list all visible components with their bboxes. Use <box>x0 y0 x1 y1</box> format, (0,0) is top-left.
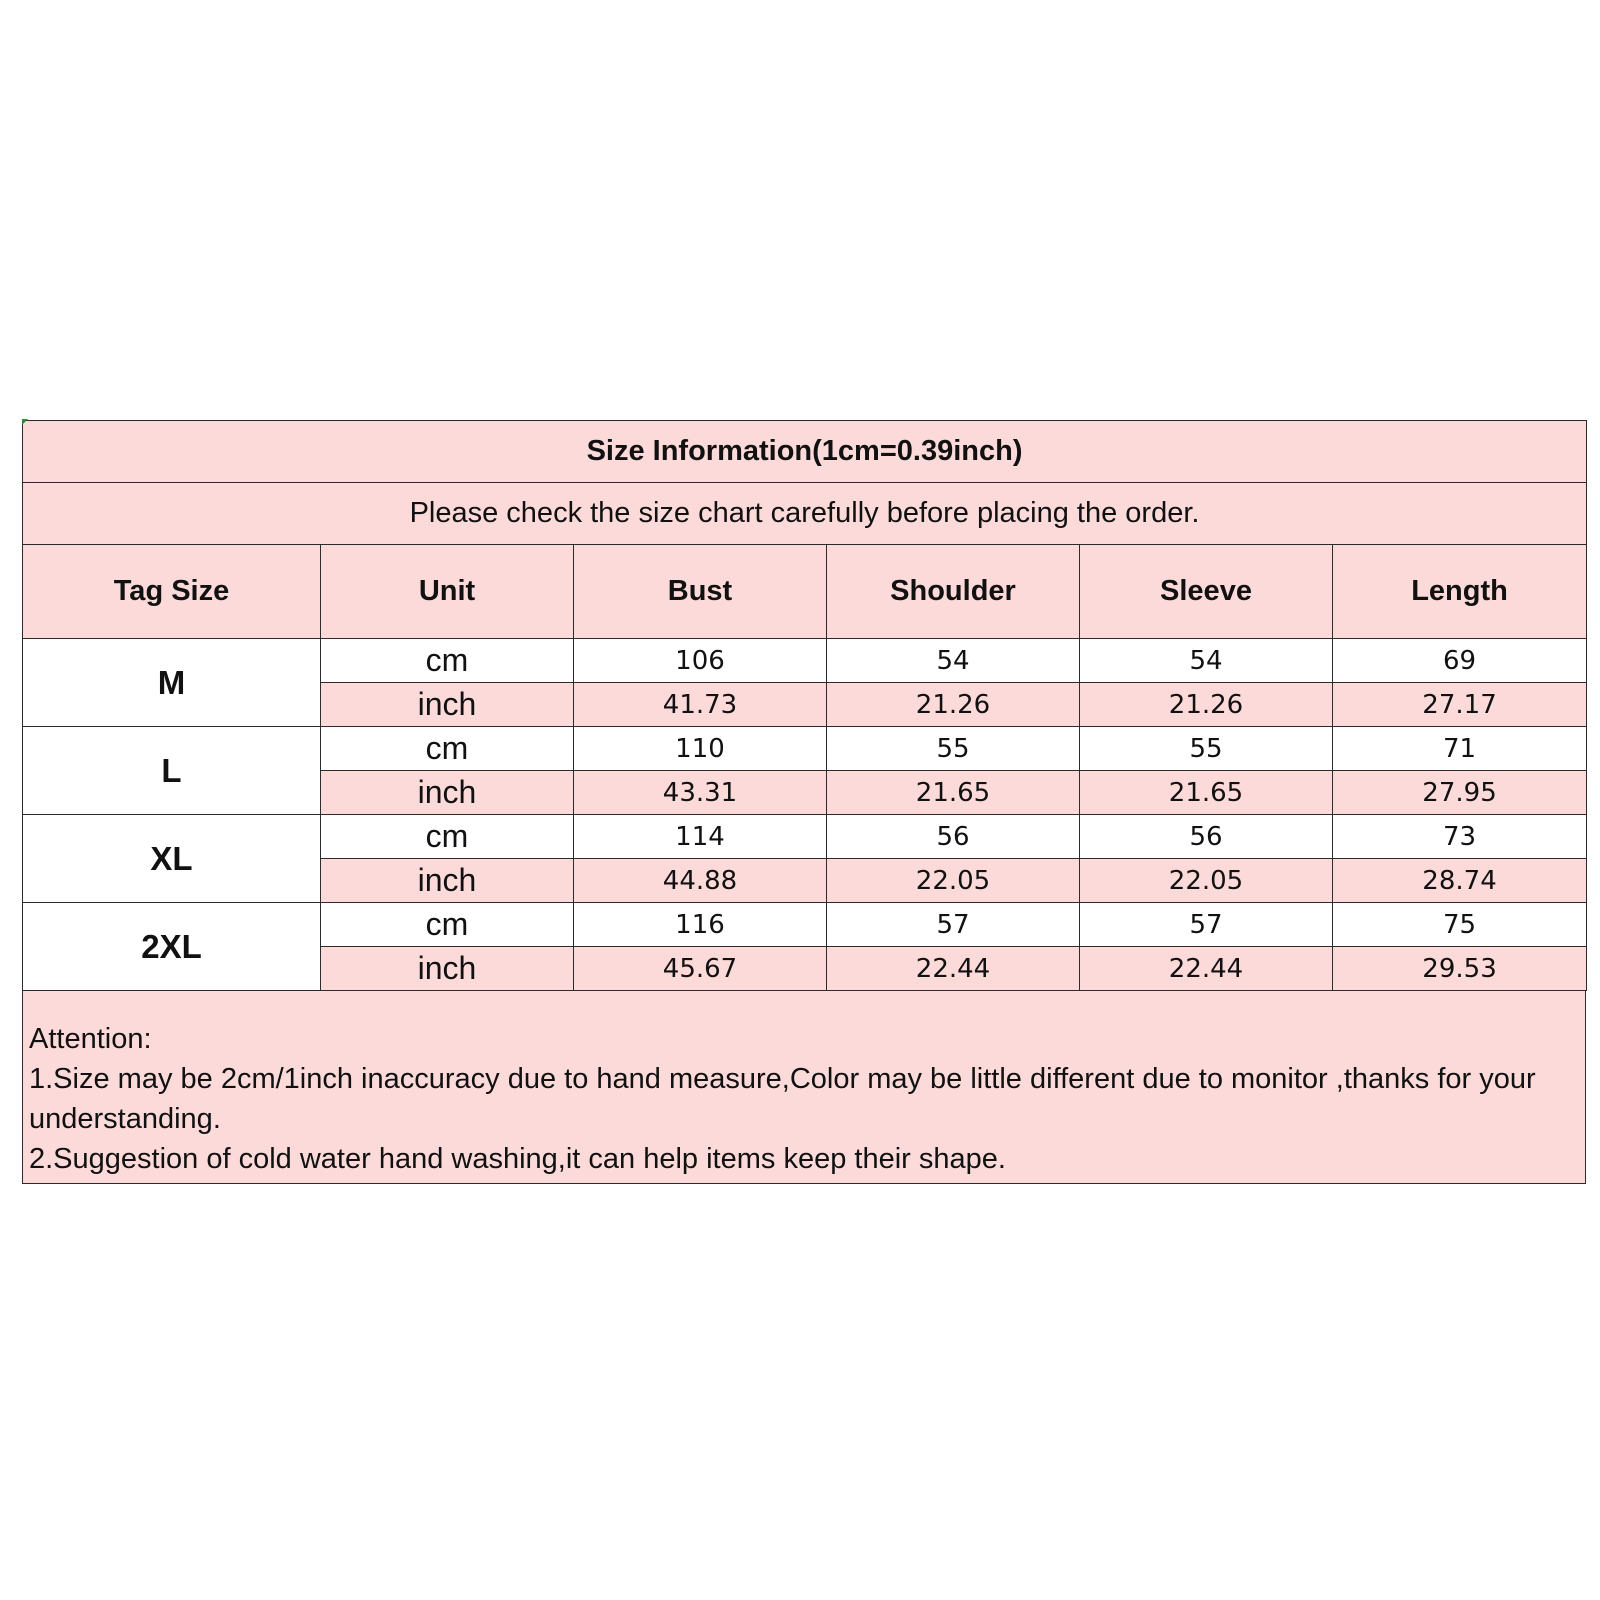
table-row <box>23 727 1587 771</box>
header-length: Length <box>1333 545 1587 639</box>
bust-cell: 114 <box>574 815 827 859</box>
corner-marker <box>22 419 28 425</box>
length-cell: 73 <box>1333 815 1587 859</box>
shoulder-cell: 54 <box>827 639 1080 683</box>
length-cell: 75 <box>1333 903 1587 947</box>
table-row <box>23 815 1587 859</box>
bust-cell: 45.67 <box>574 947 827 991</box>
length-cell: 28.74 <box>1333 859 1587 903</box>
sleeve-cell: 21.65 <box>1080 771 1333 815</box>
header-tag-size: Tag Size <box>23 545 321 639</box>
length-cell: 27.95 <box>1333 771 1587 815</box>
tag-size-cell: L <box>23 727 321 815</box>
attention-heading: Attention: <box>29 1023 152 1055</box>
bust-cell: 41.73 <box>574 683 827 727</box>
header-unit: Unit <box>321 545 574 639</box>
shoulder-cell: 21.26 <box>827 683 1080 727</box>
length-cell: 27.17 <box>1333 683 1587 727</box>
length-cell: 69 <box>1333 639 1587 683</box>
table-row <box>23 903 1587 947</box>
bust-cell: 106 <box>574 639 827 683</box>
table-row <box>23 639 1587 683</box>
unit-cell: inch <box>321 683 574 727</box>
shoulder-cell: 22.05 <box>827 859 1080 903</box>
chart-subtitle: Please check the size chart carefully before placing the order. <box>23 483 1587 545</box>
shoulder-cell: 55 <box>827 727 1080 771</box>
length-cell: 29.53 <box>1333 947 1587 991</box>
shoulder-cell: 56 <box>827 815 1080 859</box>
header-bust: Bust <box>574 545 827 639</box>
length-cell: 71 <box>1333 727 1587 771</box>
header-sleeve: Sleeve <box>1080 545 1333 639</box>
sleeve-cell: 56 <box>1080 815 1333 859</box>
tag-size-cell: 2XL <box>23 903 321 991</box>
unit-cell: inch <box>321 859 574 903</box>
sleeve-cell: 57 <box>1080 903 1333 947</box>
sleeve-cell: 22.44 <box>1080 947 1333 991</box>
bust-cell: 44.88 <box>574 859 827 903</box>
unit-cell: cm <box>321 727 574 771</box>
sleeve-cell: 55 <box>1080 727 1333 771</box>
shoulder-cell: 57 <box>827 903 1080 947</box>
unit-cell: inch <box>321 771 574 815</box>
chart-title: Size Information(1cm=0.39inch) <box>23 421 1587 483</box>
unit-cell: cm <box>321 903 574 947</box>
sleeve-cell: 54 <box>1080 639 1333 683</box>
sleeve-cell: 21.26 <box>1080 683 1333 727</box>
bust-cell: 43.31 <box>574 771 827 815</box>
tag-size-cell: M <box>23 639 321 727</box>
sleeve-cell: 22.05 <box>1080 859 1333 903</box>
title-row <box>23 421 1587 483</box>
shoulder-cell: 21.65 <box>827 771 1080 815</box>
size-chart <box>22 420 1586 1184</box>
attention-line: 1.Size may be 2cm/1inch inaccuracy due to hand measure,Color may be little different due to monitor ,thanks for your understanding. <box>29 1063 1536 1135</box>
unit-cell: inch <box>321 947 574 991</box>
unit-cell: cm <box>321 639 574 683</box>
subtitle-row <box>23 483 1587 545</box>
shoulder-cell: 22.44 <box>827 947 1080 991</box>
header-row <box>23 545 1587 639</box>
unit-cell: cm <box>321 815 574 859</box>
attention-line: 2.Suggestion of cold water hand washing,it can help items keep their shape. <box>29 1143 1006 1175</box>
header-shoulder: Shoulder <box>827 545 1080 639</box>
attention-notes <box>22 991 1586 1184</box>
bust-cell: 116 <box>574 903 827 947</box>
tag-size-cell: XL <box>23 815 321 903</box>
size-table <box>22 420 1587 991</box>
bust-cell: 110 <box>574 727 827 771</box>
